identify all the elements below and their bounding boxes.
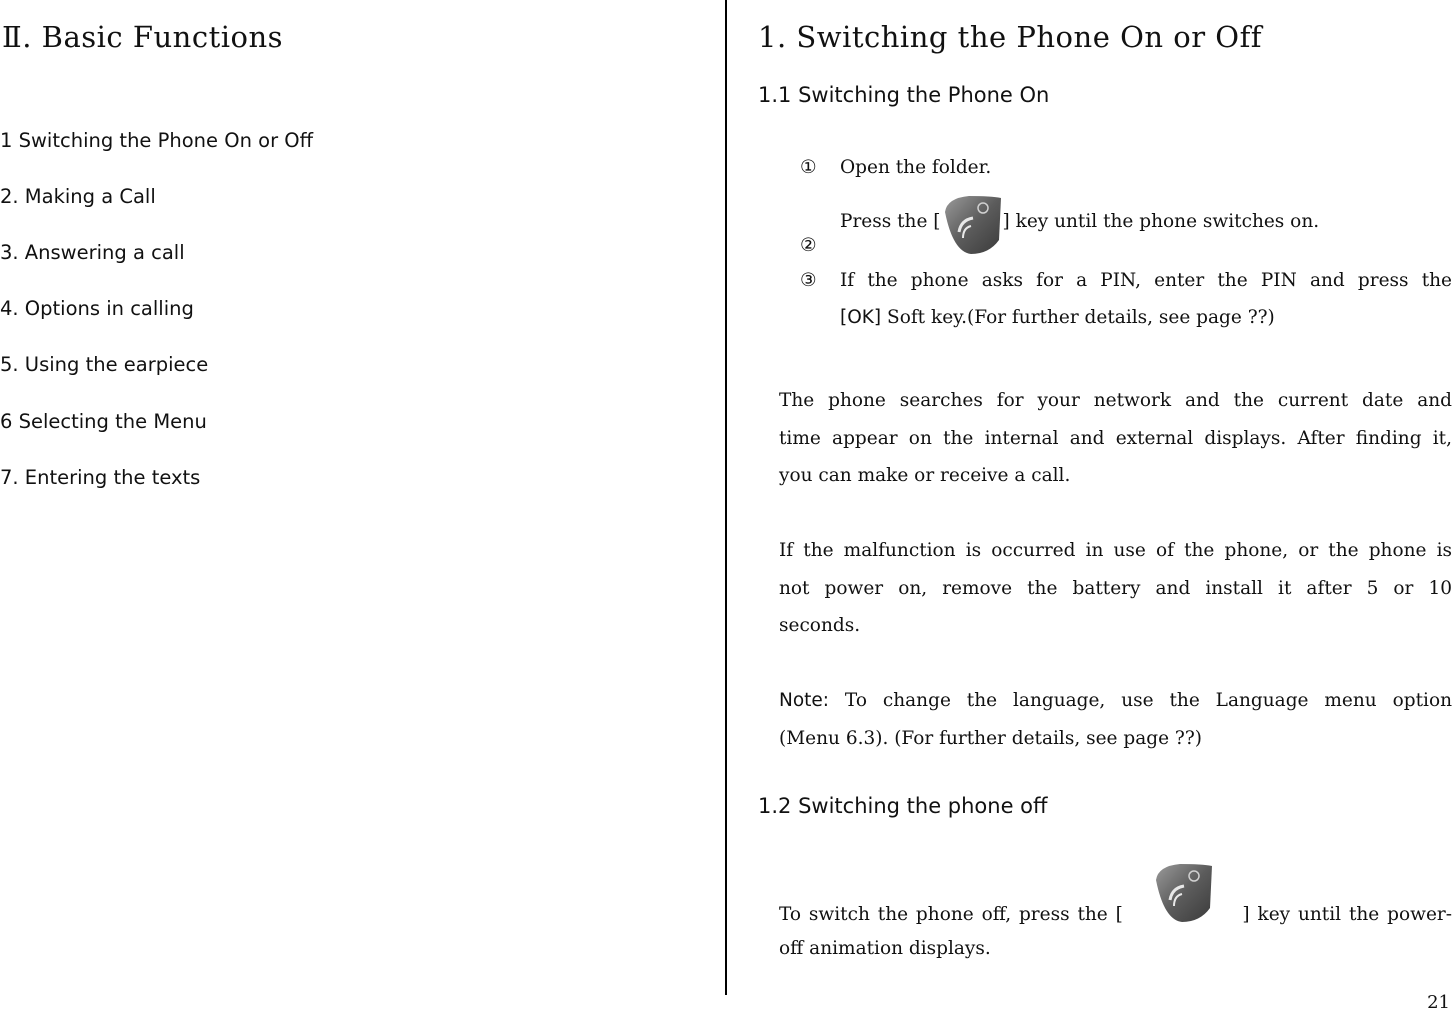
step-3-line-2-text: Soft key.(For further details, see page ??) [881, 307, 1275, 328]
step-number-1: ① [800, 157, 817, 178]
page-divider [725, 0, 727, 995]
note-line-1 [779, 682, 1452, 720]
section-title: 1. Switching the Phone On or Off [758, 20, 1263, 54]
paragraph-network-line-2: time appear on the internal and external displays. After finding it, [779, 427, 1452, 449]
note-label: Note: [779, 690, 830, 711]
power-off-before: To switch the phone off, press the [ [779, 904, 1123, 925]
toc-item-7: 7. Entering the texts [0, 466, 201, 489]
step-2-before: Press the [ [840, 211, 941, 232]
page-number: 21 [1427, 992, 1450, 1013]
step-text-1: Open the folder. [840, 157, 992, 178]
paragraph-network [779, 382, 1452, 495]
step-3-line-1: If the phone asks for a PIN, enter the PIN and press the [840, 270, 1452, 291]
power-end-key-icon [1152, 862, 1214, 924]
toc-item-5: 5. Using the earpiece [0, 353, 209, 376]
toc-item-6: 6 Selecting the Menu [0, 410, 207, 433]
step-3-line-2 [840, 307, 1275, 328]
step-text-3 [840, 270, 1452, 291]
subsection-heading-off: 1.2 Switching the phone off [758, 794, 1048, 818]
toc-item-1: 1 Switching the Phone On or Off [0, 129, 314, 152]
power-end-key-icon [941, 194, 1003, 256]
power-off-after: ] key until the power- [1242, 904, 1452, 925]
toc-item-2: 2. Making a Call [0, 185, 156, 208]
note-paragraph [779, 682, 1452, 757]
chapter-title: Ⅱ. Basic Functions [2, 20, 284, 54]
toc-item-4: 4. Options in calling [0, 297, 194, 320]
step-number-2: ② [800, 235, 817, 256]
step-text-2 [840, 188, 1319, 256]
step-number-3: ③ [800, 270, 817, 291]
paragraph-malfunction-line-3: seconds. [779, 615, 861, 636]
paragraph-network-line-1: The phone searches for your network and the current date and [779, 390, 1452, 411]
note-text-1: To change the language, use the Language menu option [829, 690, 1452, 711]
paragraph-network-line-3: you can make or receive a call. [779, 465, 1071, 486]
ok-softkey-label: [OK] [840, 307, 882, 328]
note-line-2: (Menu 6.3). (For further details, see page ??) [779, 727, 1202, 749]
power-off-paragraph [779, 862, 1452, 958]
toc-item-3: 3. Answering a call [0, 241, 185, 264]
step-2-after: ] key until the phone switches on. [1002, 211, 1320, 232]
paragraph-malfunction-line-1: If the malfunction is occurred in use of the phone, or the phone is [779, 540, 1452, 561]
paragraph-malfunction-line-2: not power on, remove the battery and install it after 5 or 10 [779, 577, 1452, 599]
power-off-line-1 [779, 862, 1452, 924]
subsection-heading-on: 1.1 Switching the Phone On [758, 83, 1050, 107]
power-off-line-2: off animation displays. [779, 938, 991, 959]
paragraph-malfunction [779, 532, 1452, 645]
